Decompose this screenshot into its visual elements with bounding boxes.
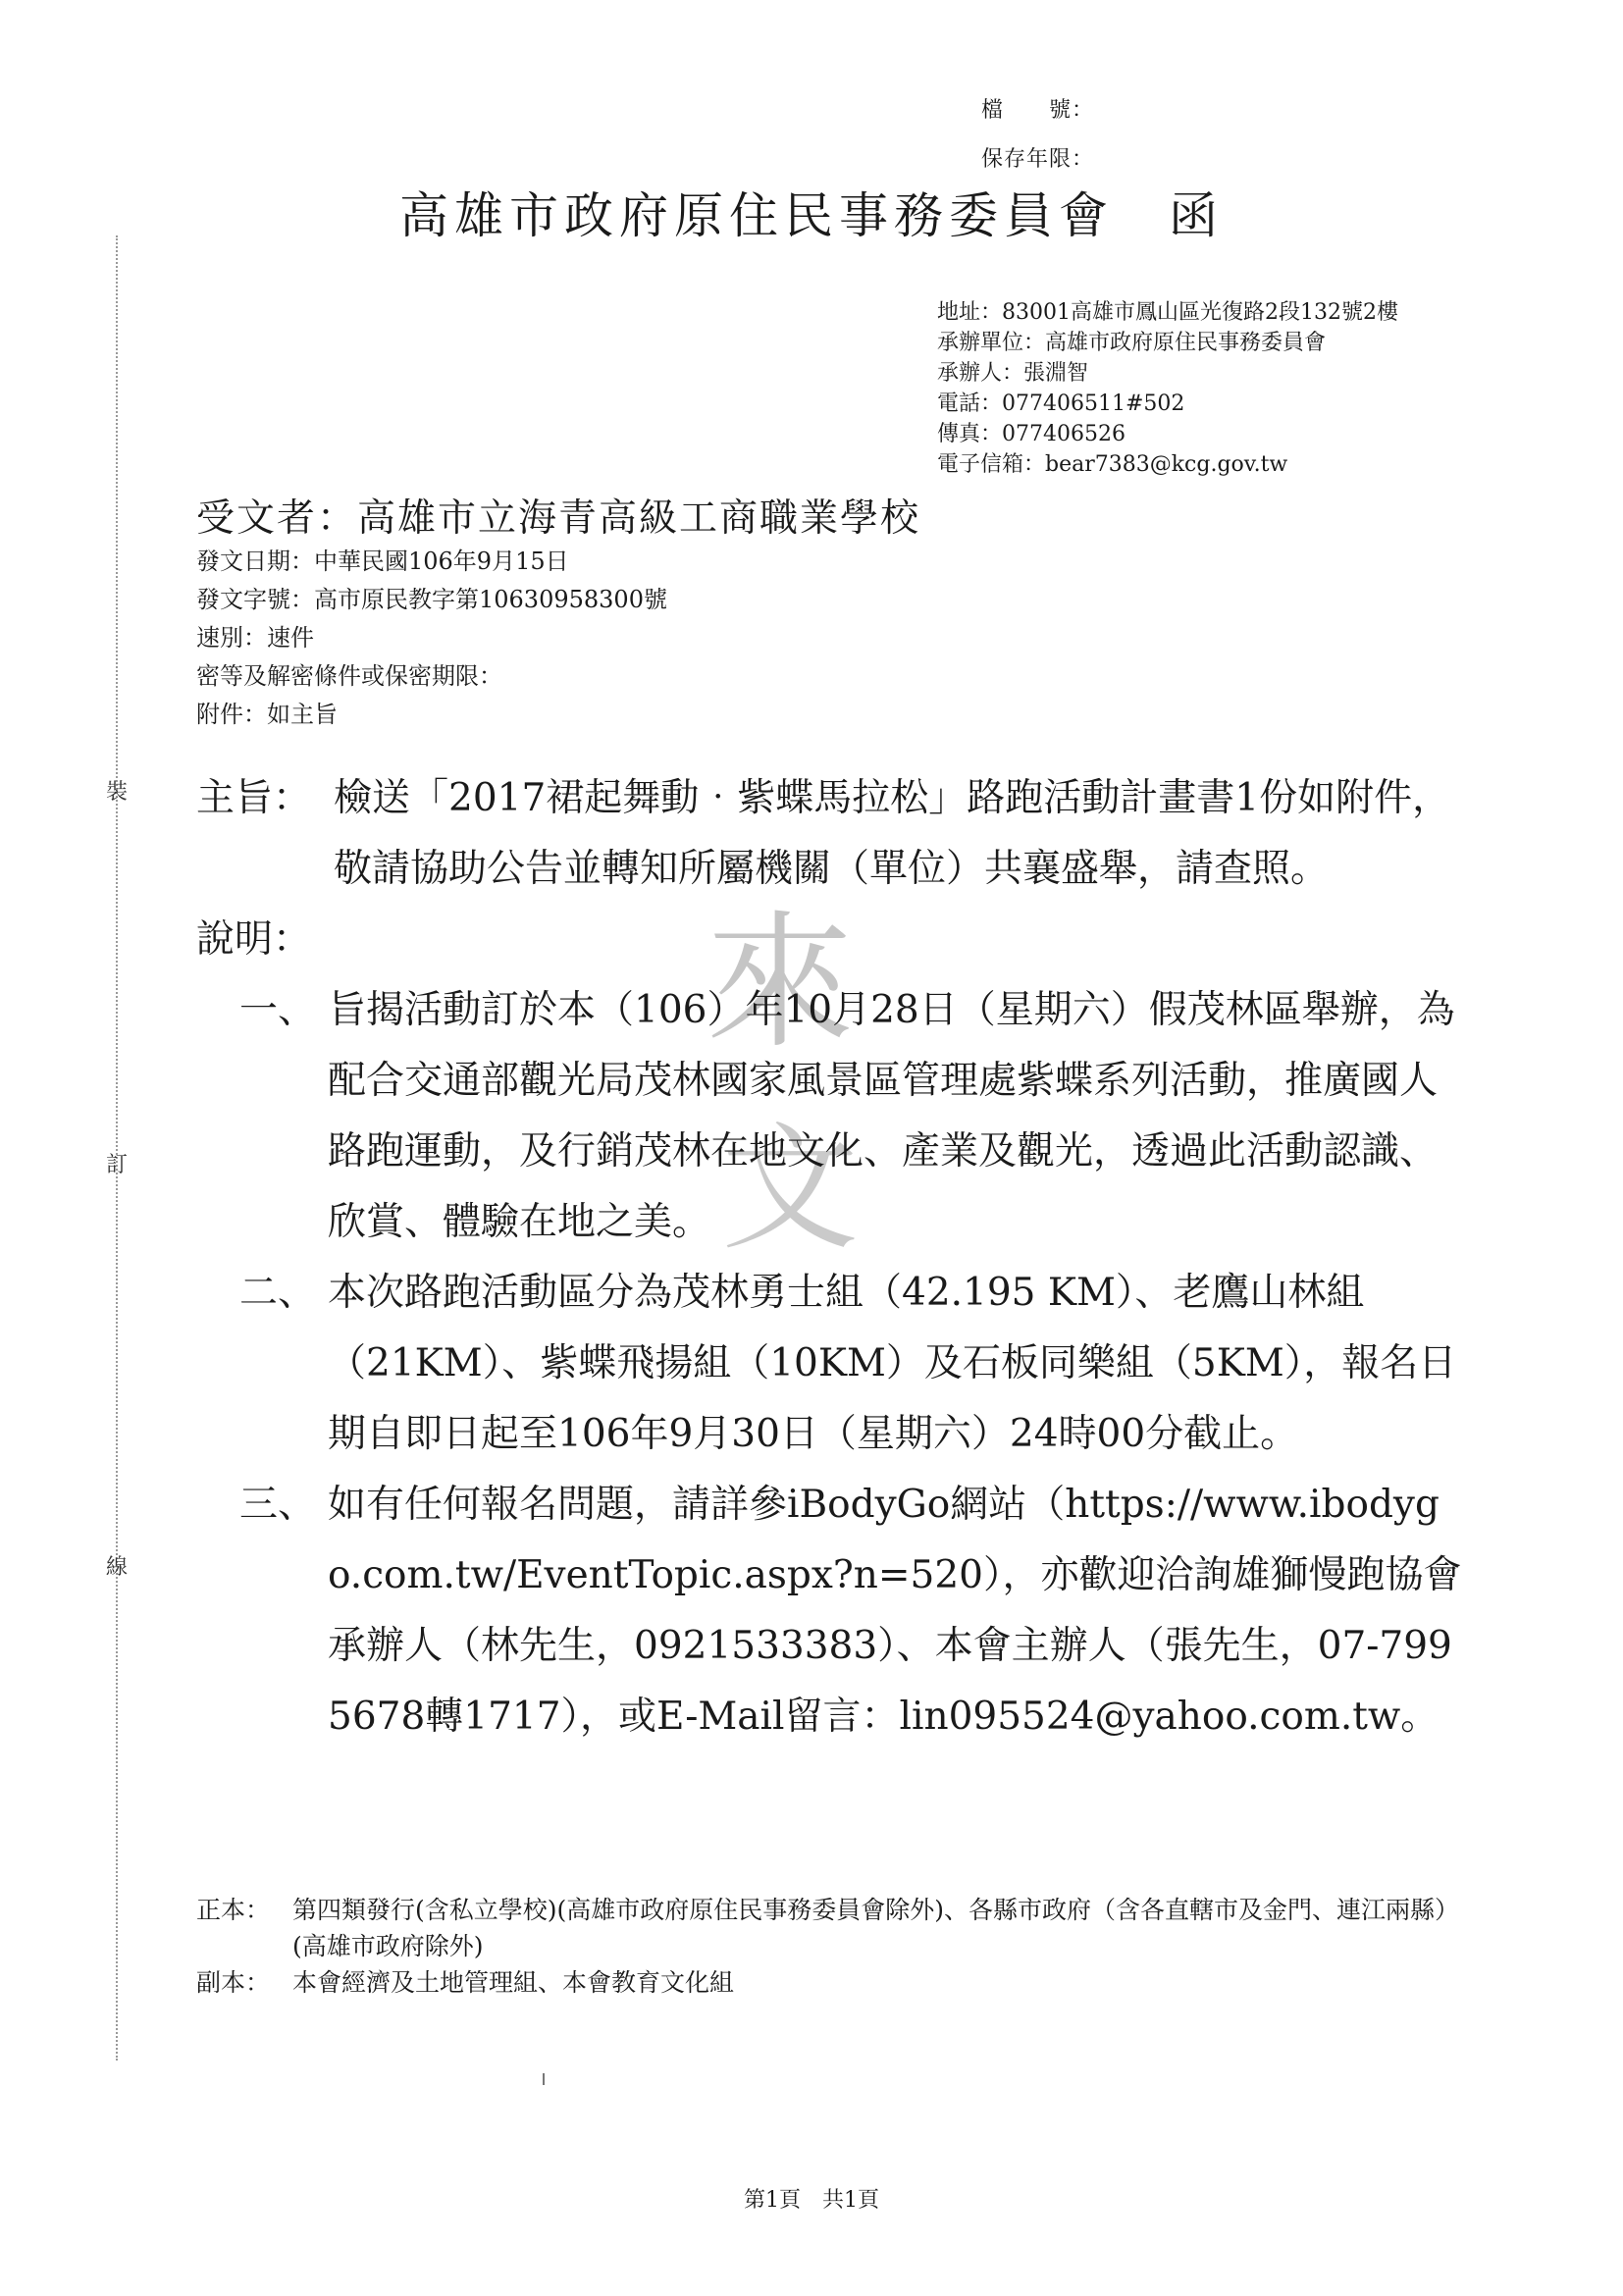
item-text: 如有任何報名問題，請詳參iBodyGo網站（https://www.ibodygo.com.tw/EventTopic.aspx?n=520），亦歡迎洽詢雄獅慢跑協會承辦人（林先生，0921533383）、本會主辦人（張先生，07-7995678轉1717），或E-Mail留言：lin095524@yahoo.com.tw。 — [328, 1483, 1462, 1739]
item-text: 旨揭活動訂於本（106）年10月28日（星期六）假茂林區舉辦，為配合交通部觀光局茂林國家風景區管理處紫蝶系列活動，推廣國人路跑運動，及行銷茂林在地文化、產業及觀光，透過此活動認識、欣賞、體驗在地之美。 — [328, 988, 1455, 1244]
document-number: 發文字號：高市原民教字第10630958300號 — [196, 586, 667, 613]
contact-phone: 電話：077406511#502 — [937, 391, 1185, 416]
explanation-item — [196, 1470, 1472, 1752]
item-text: 本次路跑活動區分為茂林勇士組（42.195 KM）、老鷹山林組（21KM）、紫蝶飛揚組（10KM）及石板同樂組（5KM），報名日期自即日起至106年9月30日（星期六）24時00分截止。 — [328, 1271, 1457, 1456]
scan-mark — [543, 2073, 545, 2085]
document-body — [196, 763, 1472, 1752]
copy-recipients-text: 本會經濟及土地管理組、本會教育文化組 — [292, 1968, 735, 1997]
page-number: 第1頁 共1頁 — [744, 2188, 879, 2213]
recipient: 受文者：高雄市立海青高級工商職業學校 — [196, 496, 921, 541]
received-stamp-char-2: 文 — [721, 1110, 860, 1270]
main-recipients-text: 第四類發行(含私立學校)(高雄市政府原住民事務委員會除外)、各縣市政府（含各直轄市及金門、連江兩縣）(高雄市政府除外) — [292, 1896, 1460, 1960]
contact-unit: 承辦單位：高雄市政府原住民事務委員會 — [937, 331, 1327, 355]
binding-mark-xian: 線 — [106, 1555, 129, 1580]
binding-mark-zhuang: 裝 — [106, 780, 129, 805]
item-number: 一、 — [239, 988, 317, 1032]
main-recipients-label: 正本： — [196, 1896, 271, 1924]
main-recipients — [196, 1892, 1482, 1964]
issue-date: 發文日期：中華民國106年9月15日 — [196, 548, 569, 575]
item-number: 二、 — [239, 1271, 317, 1315]
subject — [196, 763, 1472, 905]
received-stamp-char-1: 來 — [707, 898, 855, 1069]
item-number: 三、 — [239, 1483, 317, 1527]
secrecy-level: 密等及解密條件或保密期限： — [196, 662, 502, 690]
distribution — [196, 1892, 1482, 2001]
contact-address: 地址：83001高雄市鳳山區光復路2段132號2樓 — [937, 300, 1398, 325]
attachment-note: 附件：如主旨 — [196, 701, 338, 728]
binding-mark-ding: 訂 — [106, 1153, 129, 1177]
explanation-item — [196, 1258, 1472, 1470]
explanation-item — [196, 975, 1472, 1258]
document-meta — [196, 543, 667, 734]
speed-class: 速別：速件 — [196, 624, 314, 652]
contact-block — [937, 297, 1604, 480]
file-number-label: 檔 號： — [981, 98, 1095, 123]
contact-email: 電子信箱：bear7383@kcg.gov.tw — [937, 452, 1288, 477]
subject-label: 主旨： — [196, 776, 312, 820]
copy-recipients — [196, 1964, 1482, 2001]
retention-period-label: 保存年限： — [981, 147, 1095, 172]
subject-text: 檢送「2017裙起舞動‧紫蝶馬拉松」路跑活動計畫書1份如附件，敬請協助公告並轉知所屬機關（單位）共襄盛舉，請查照。 — [334, 776, 1451, 891]
explanation-label: 說明： — [196, 917, 312, 962]
copy-recipients-label: 副本： — [196, 1968, 271, 1997]
contact-officer: 承辦人：張淵智 — [937, 361, 1089, 386]
contact-fax: 傳真：077406526 — [937, 422, 1126, 446]
document-title: 高雄市政府原住民事務委員會 函 — [399, 187, 1224, 244]
